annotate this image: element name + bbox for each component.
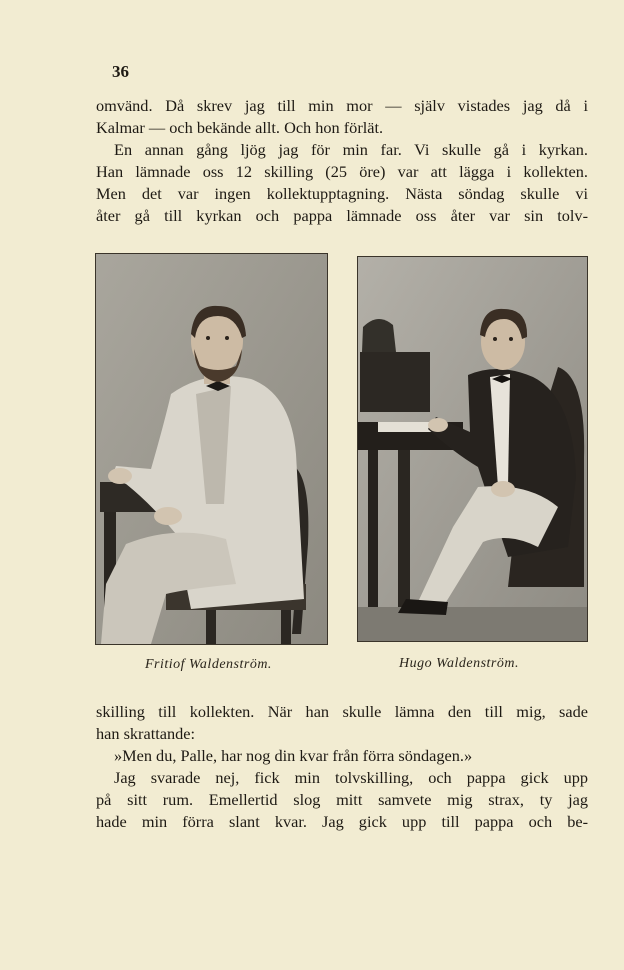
page-number: 36 bbox=[112, 62, 129, 81]
portrait-image bbox=[358, 257, 587, 641]
photo-caption-left: Fritiof Waldenström. bbox=[145, 657, 272, 672]
text-line: omvänd. Då skrev jag till min mor — själv vistades jag då i bbox=[96, 96, 588, 115]
photo-caption-right: Hugo Waldenström. bbox=[399, 656, 519, 671]
text-line: En annan gång ljög jag för min far. Vi skulle gå i kyrkan. bbox=[114, 140, 588, 159]
bottom-paragraphs bbox=[96, 701, 588, 833]
text-line: skilling till kollekten. När han skulle lämna den till mig, sade bbox=[96, 702, 588, 721]
text-line: Men det var ingen kollektupptagning. Nästa söndag skulle vi bbox=[96, 184, 588, 203]
text-line: »Men du, Palle, har nog din kvar från förra söndagen.» bbox=[114, 746, 473, 765]
text-line: Jag svarade nej, fick min tolvskilling, och pappa gick upp bbox=[114, 768, 588, 787]
text-line: åter gå till kyrkan och pappa lämnade oss åter var sin tolv- bbox=[96, 206, 588, 225]
text-line: Han lämnade oss 12 skilling (25 öre) var att lägga i kollekten. bbox=[96, 162, 588, 181]
text-line: på sitt rum. Emellertid slog mitt samvete mig strax, ty jag bbox=[96, 790, 588, 809]
portrait-image bbox=[96, 254, 327, 644]
text-line: hade min förra slant kvar. Jag gick upp till pappa och be- bbox=[96, 812, 588, 831]
text-line: Kalmar — och bekände allt. Och hon förlät. bbox=[96, 118, 384, 137]
text-line: han skrattande: bbox=[96, 724, 196, 743]
top-paragraphs bbox=[96, 95, 588, 227]
portrait-photo-fritiof bbox=[95, 253, 328, 645]
portrait-photo-hugo bbox=[357, 256, 588, 642]
